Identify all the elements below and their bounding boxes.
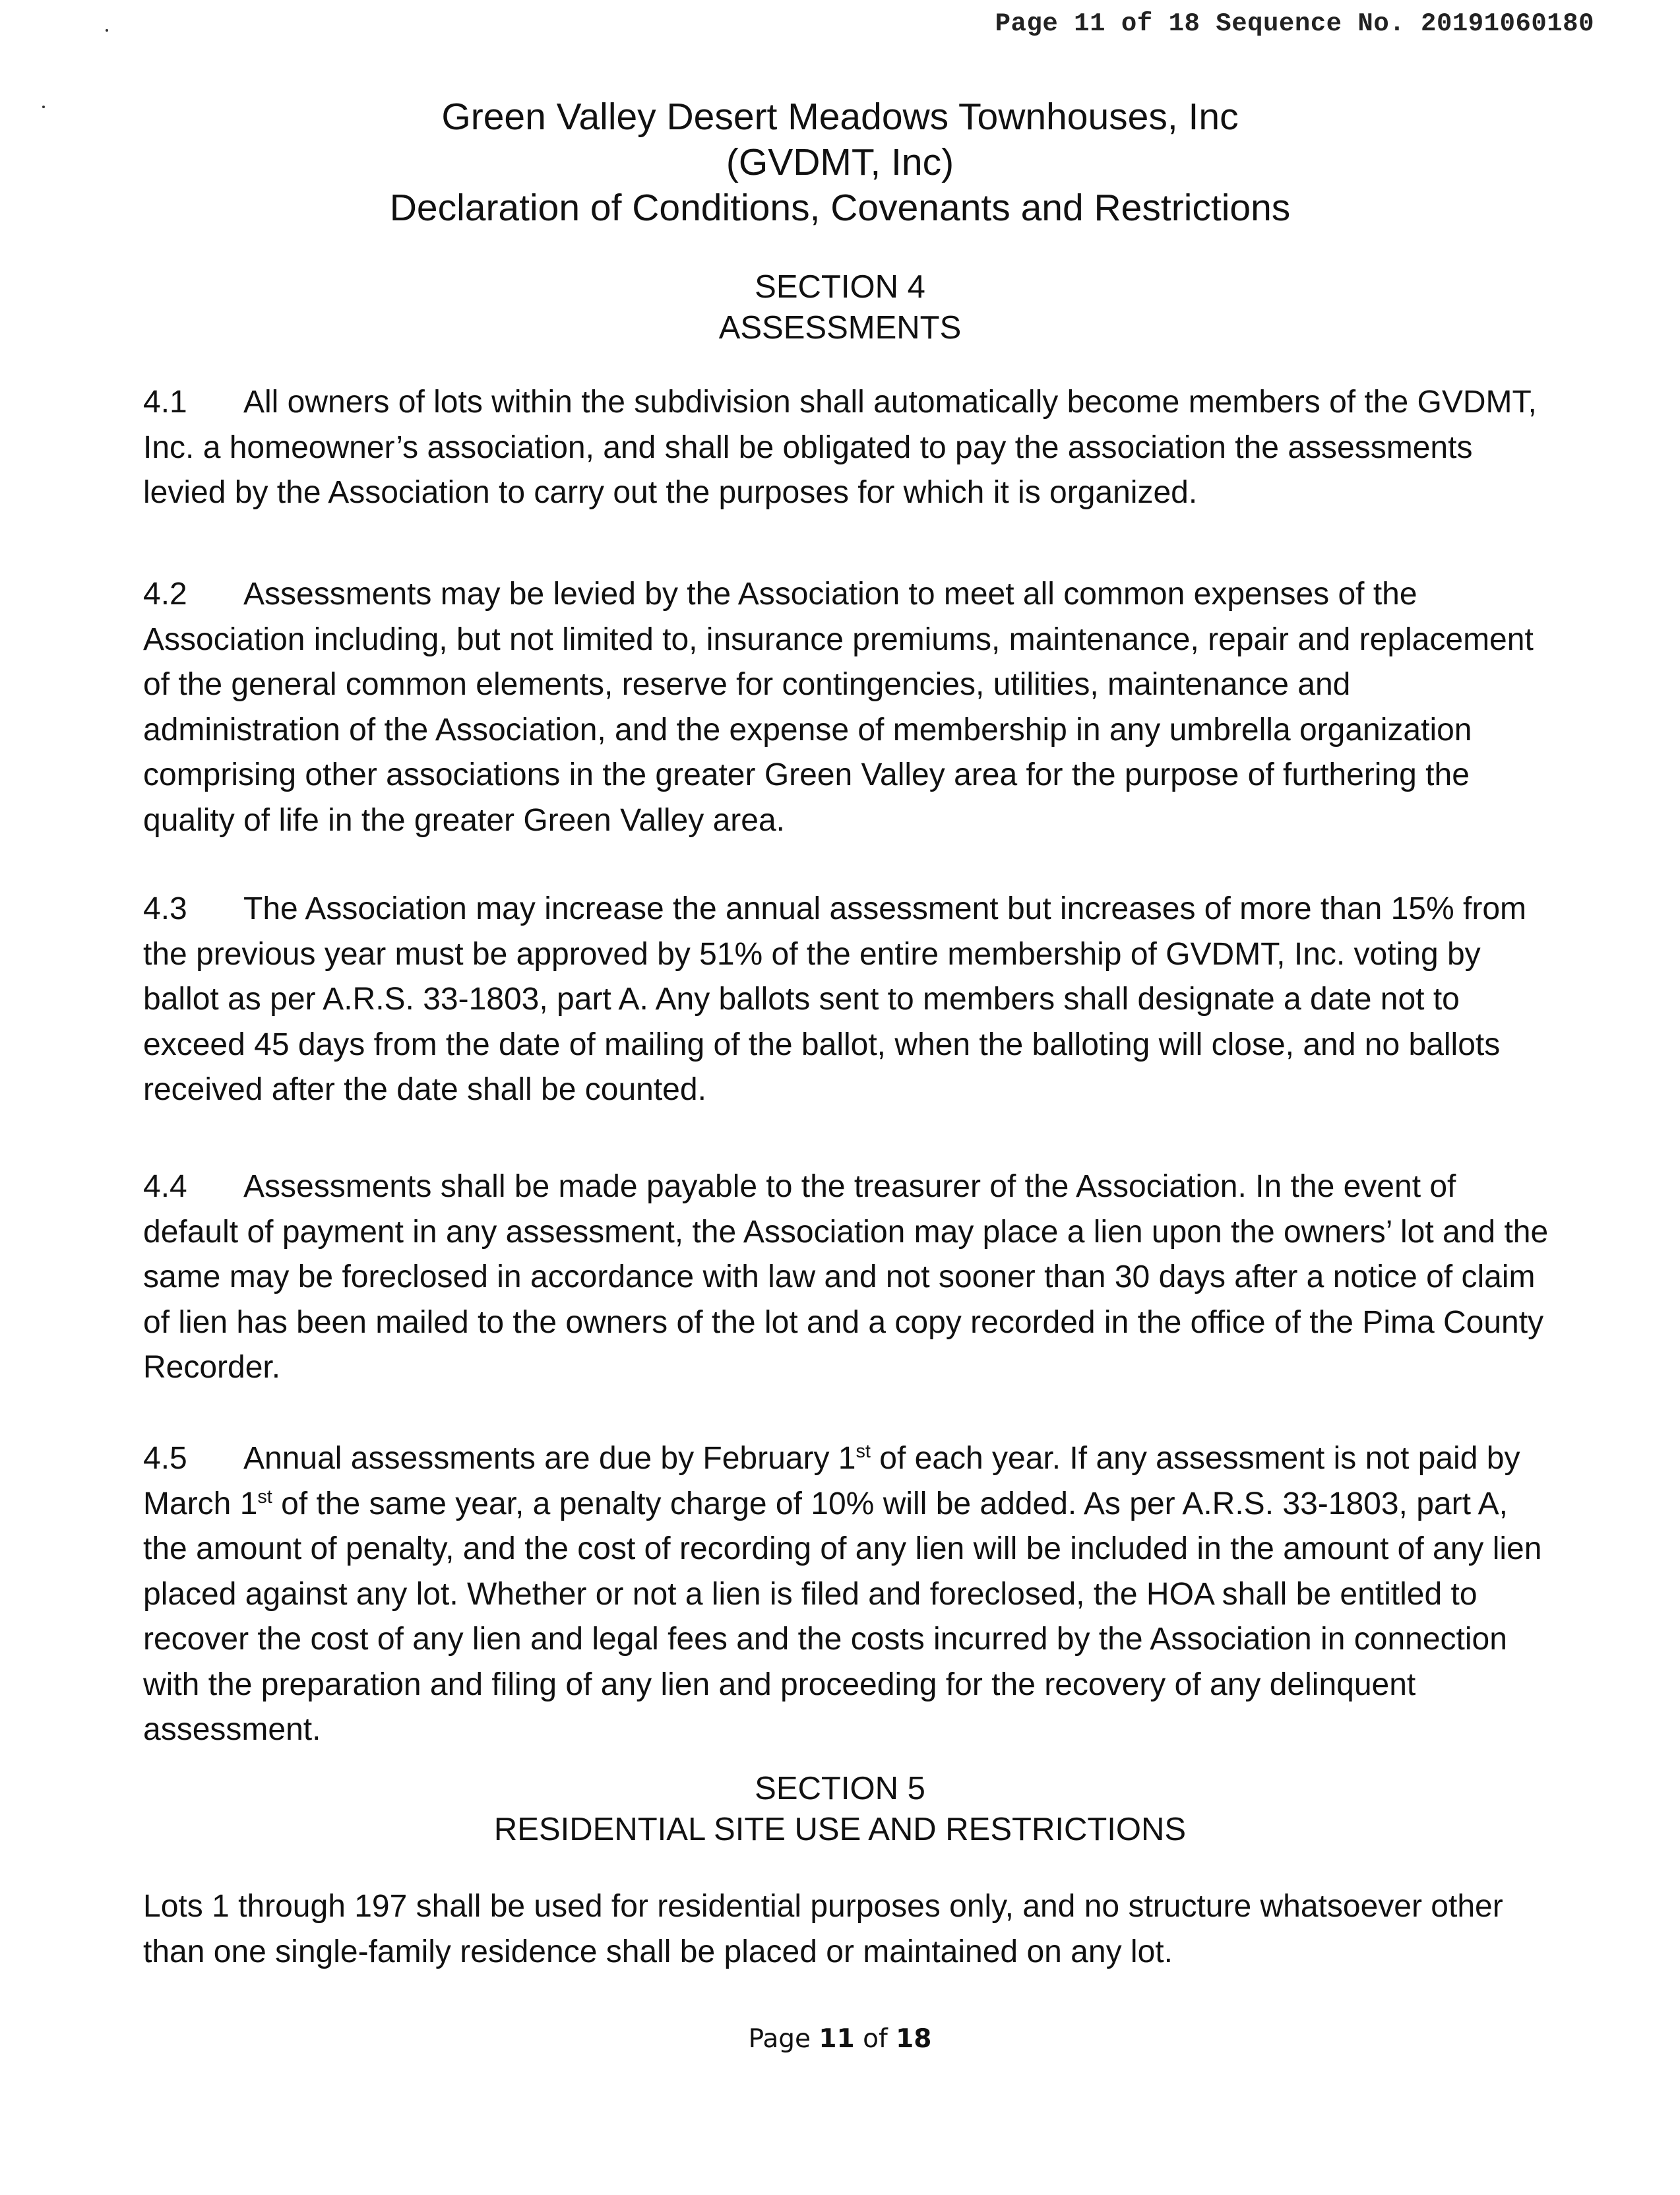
ordinal-suffix: st — [856, 1441, 871, 1462]
paragraph-text-b: of each year. If any assessment is not paid by March 1 — [143, 1441, 1520, 1521]
ordinal-suffix: st — [257, 1486, 272, 1508]
paragraph-number: 4.2 — [143, 577, 187, 612]
paragraph-4-2 — [143, 572, 1555, 843]
paragraph-number: 4.1 — [143, 385, 187, 420]
paragraph-4-5 — [143, 1436, 1555, 1753]
paragraph-text: All owners of lots within the subdivision shall automatically become members of the GVDMT, Inc. a homeowner’s association, and shall be obligated to pay the association the assessments levied by the Association to carry out the purposes for which it is organized. — [143, 385, 1537, 510]
scan-speck — [106, 29, 108, 32]
paragraph-4-4 — [143, 1164, 1555, 1391]
section-5-subtitle: RESIDENTIAL SITE USE AND RESTRICTIONS — [493, 1812, 1187, 1847]
paragraph-4-3 — [143, 887, 1555, 1113]
paragraph-number: 4.5 — [143, 1441, 187, 1476]
paragraph-text-a: Annual assessments are due by February 1 — [243, 1441, 856, 1476]
section-4-subtitle: ASSESSMENTS — [718, 310, 962, 346]
title-line-1: Green Valley Desert Meadows Townhouses, Inc — [441, 96, 1239, 138]
document-title — [0, 94, 1680, 231]
paragraph-text: Assessments shall be made payable to the treasurer of the Association. In the event of default of payment in any assessment, the Association may place a lien upon the owners’ lot and the same may be foreclosed in accordance with law and not sooner than 30 days after a notice of claim of lien has been mailed to the owners of the lot and a copy recorded in the office of the Pima County Recorder. — [143, 1169, 1549, 1385]
page-footer — [0, 2024, 1680, 2054]
title-line-2: (GVDMT, Inc) — [726, 141, 954, 183]
paragraph-text-c: of the same year, a penalty charge of 10% will be added. As per A.R.S. 33-1803, part A, the amount of penalty, and the cost of recording of any lien will be included in the amount of any lien placed against any lot. Whether or not a lien is filed and foreclosed, the HOA shall be entitled to recover the cost of any lien and legal fees and the costs incurred by the Association in connection with the preparation and filing of any lien and proceeding for the recovery of any delinquent assessment. — [143, 1486, 1542, 1747]
paragraph-number: 4.3 — [143, 891, 187, 926]
section-5-title: SECTION 5 — [755, 1771, 925, 1806]
footer-current-page: 11 — [819, 2024, 855, 2054]
section-4-heading — [0, 267, 1680, 348]
paragraph-4-1 — [143, 380, 1555, 516]
footer-total-pages: 18 — [896, 2024, 932, 2054]
paragraph-number: 4.4 — [143, 1169, 187, 1204]
title-line-3: Declaration of Conditions, Covenants and Restrictions — [389, 187, 1291, 229]
paragraph-text: Assessments may be levied by the Association to meet all common expenses of the Association including, but not limited to, insurance premiums, maintenance, repair and replacement of the general common elements, reserve for contingencies, utilities, maintenance and administration of the Association, and the expense of membership in any umbrella organization comprising other associations in the greater Green Valley area for the purpose of furthering the quality of life in the greater Green Valley area. — [143, 577, 1534, 838]
paragraph-text: Lots 1 through 197 shall be used for residential purposes only, and no structure whatsoever other than one single-family residence shall be placed or maintained on any lot. — [143, 1889, 1503, 1969]
footer-middle: of — [854, 2024, 896, 2054]
section-4-title: SECTION 4 — [755, 269, 925, 305]
paragraph-text: The Association may increase the annual assessment but increases of more than 15% from the previous year must be approved by 51% of the entire membership of GVDMT, Inc. voting by ballot as per A.R.S. 33-1803, part A. Any ballots sent to members shall designate a date not to exceed 45 days from the date of mailing of the ballot, when the balloting will close, and no ballots received after the date shall be counted. — [143, 891, 1527, 1107]
footer-prefix: Page — [748, 2024, 819, 2054]
section-5-heading — [0, 1768, 1680, 1850]
paragraph-5-1 — [143, 1884, 1555, 1975]
sequence-stamp: Page 11 of 18 Sequence No. 20191060180 — [995, 9, 1594, 38]
